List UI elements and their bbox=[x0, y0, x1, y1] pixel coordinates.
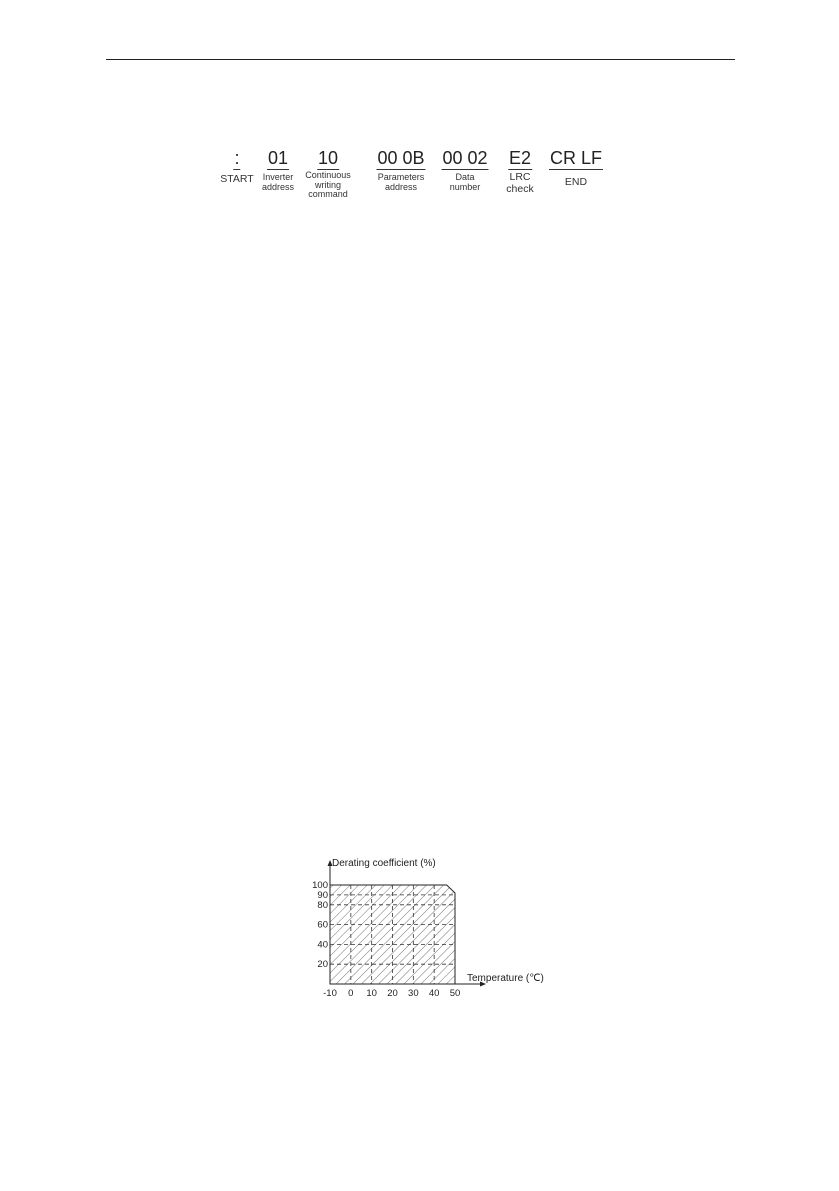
x-tick-label: -10 bbox=[323, 988, 337, 999]
x-axis-label: Temperature (℃) bbox=[467, 973, 544, 984]
frame-field-label: END bbox=[564, 176, 588, 188]
frame-field-value: 00 0B bbox=[377, 148, 425, 168]
frame-field-label: writing bbox=[314, 179, 342, 190]
frame-field-parameters-address bbox=[376, 148, 425, 192]
frame-field-label: address bbox=[261, 181, 295, 192]
frame-field-value: : bbox=[234, 148, 240, 168]
frame-field-label: command bbox=[308, 189, 348, 199]
frame-field-value: 01 bbox=[267, 148, 289, 168]
frame-field-label: Data bbox=[455, 172, 475, 182]
frame-field-label: address bbox=[384, 181, 418, 192]
x-tick-label: 30 bbox=[408, 988, 419, 999]
frame-field-value: CR LF bbox=[549, 148, 603, 168]
y-tick-label: 100 bbox=[312, 880, 328, 891]
x-tick-label: 40 bbox=[428, 988, 440, 999]
frame-field-lrc-check bbox=[506, 148, 533, 195]
frame-field-data-number bbox=[441, 148, 488, 192]
frame-field-value: E2 bbox=[508, 148, 532, 168]
frame-field-address bbox=[262, 148, 294, 192]
y-tick-label: 90 bbox=[317, 889, 328, 901]
frame-field-label: Parameters bbox=[377, 172, 425, 182]
frame-field-label: Inverter bbox=[262, 172, 294, 182]
y-tick-label: 40 bbox=[317, 939, 328, 951]
y-axis-label: Derating coefficient (%) bbox=[332, 858, 436, 869]
x-tick-label: 10 bbox=[366, 988, 377, 999]
frame-field-value: 10 bbox=[317, 148, 339, 168]
x-tick-label: 0 bbox=[348, 988, 354, 999]
x-tick-label: 50 bbox=[449, 988, 461, 999]
frame-field-label: START bbox=[220, 173, 254, 185]
x-tick-label: 20 bbox=[387, 988, 398, 999]
frame-field-label: number bbox=[449, 181, 481, 192]
y-tick-label: 80 bbox=[317, 899, 328, 911]
frame-field-label: check bbox=[506, 182, 534, 195]
frame-field-start bbox=[220, 148, 253, 186]
frame-field-command bbox=[305, 148, 351, 200]
frame-field-label: Continuous bbox=[305, 170, 351, 180]
frame-field-value: 00 02 bbox=[442, 148, 488, 168]
frame-field-end bbox=[549, 148, 603, 189]
y-tick-label: 20 bbox=[317, 959, 328, 971]
derating-chart bbox=[300, 850, 560, 1000]
y-tick-label: 60 bbox=[317, 919, 328, 931]
ascii-frame-figure bbox=[0, 0, 839, 240]
frame-field-label: LRC bbox=[509, 171, 531, 183]
